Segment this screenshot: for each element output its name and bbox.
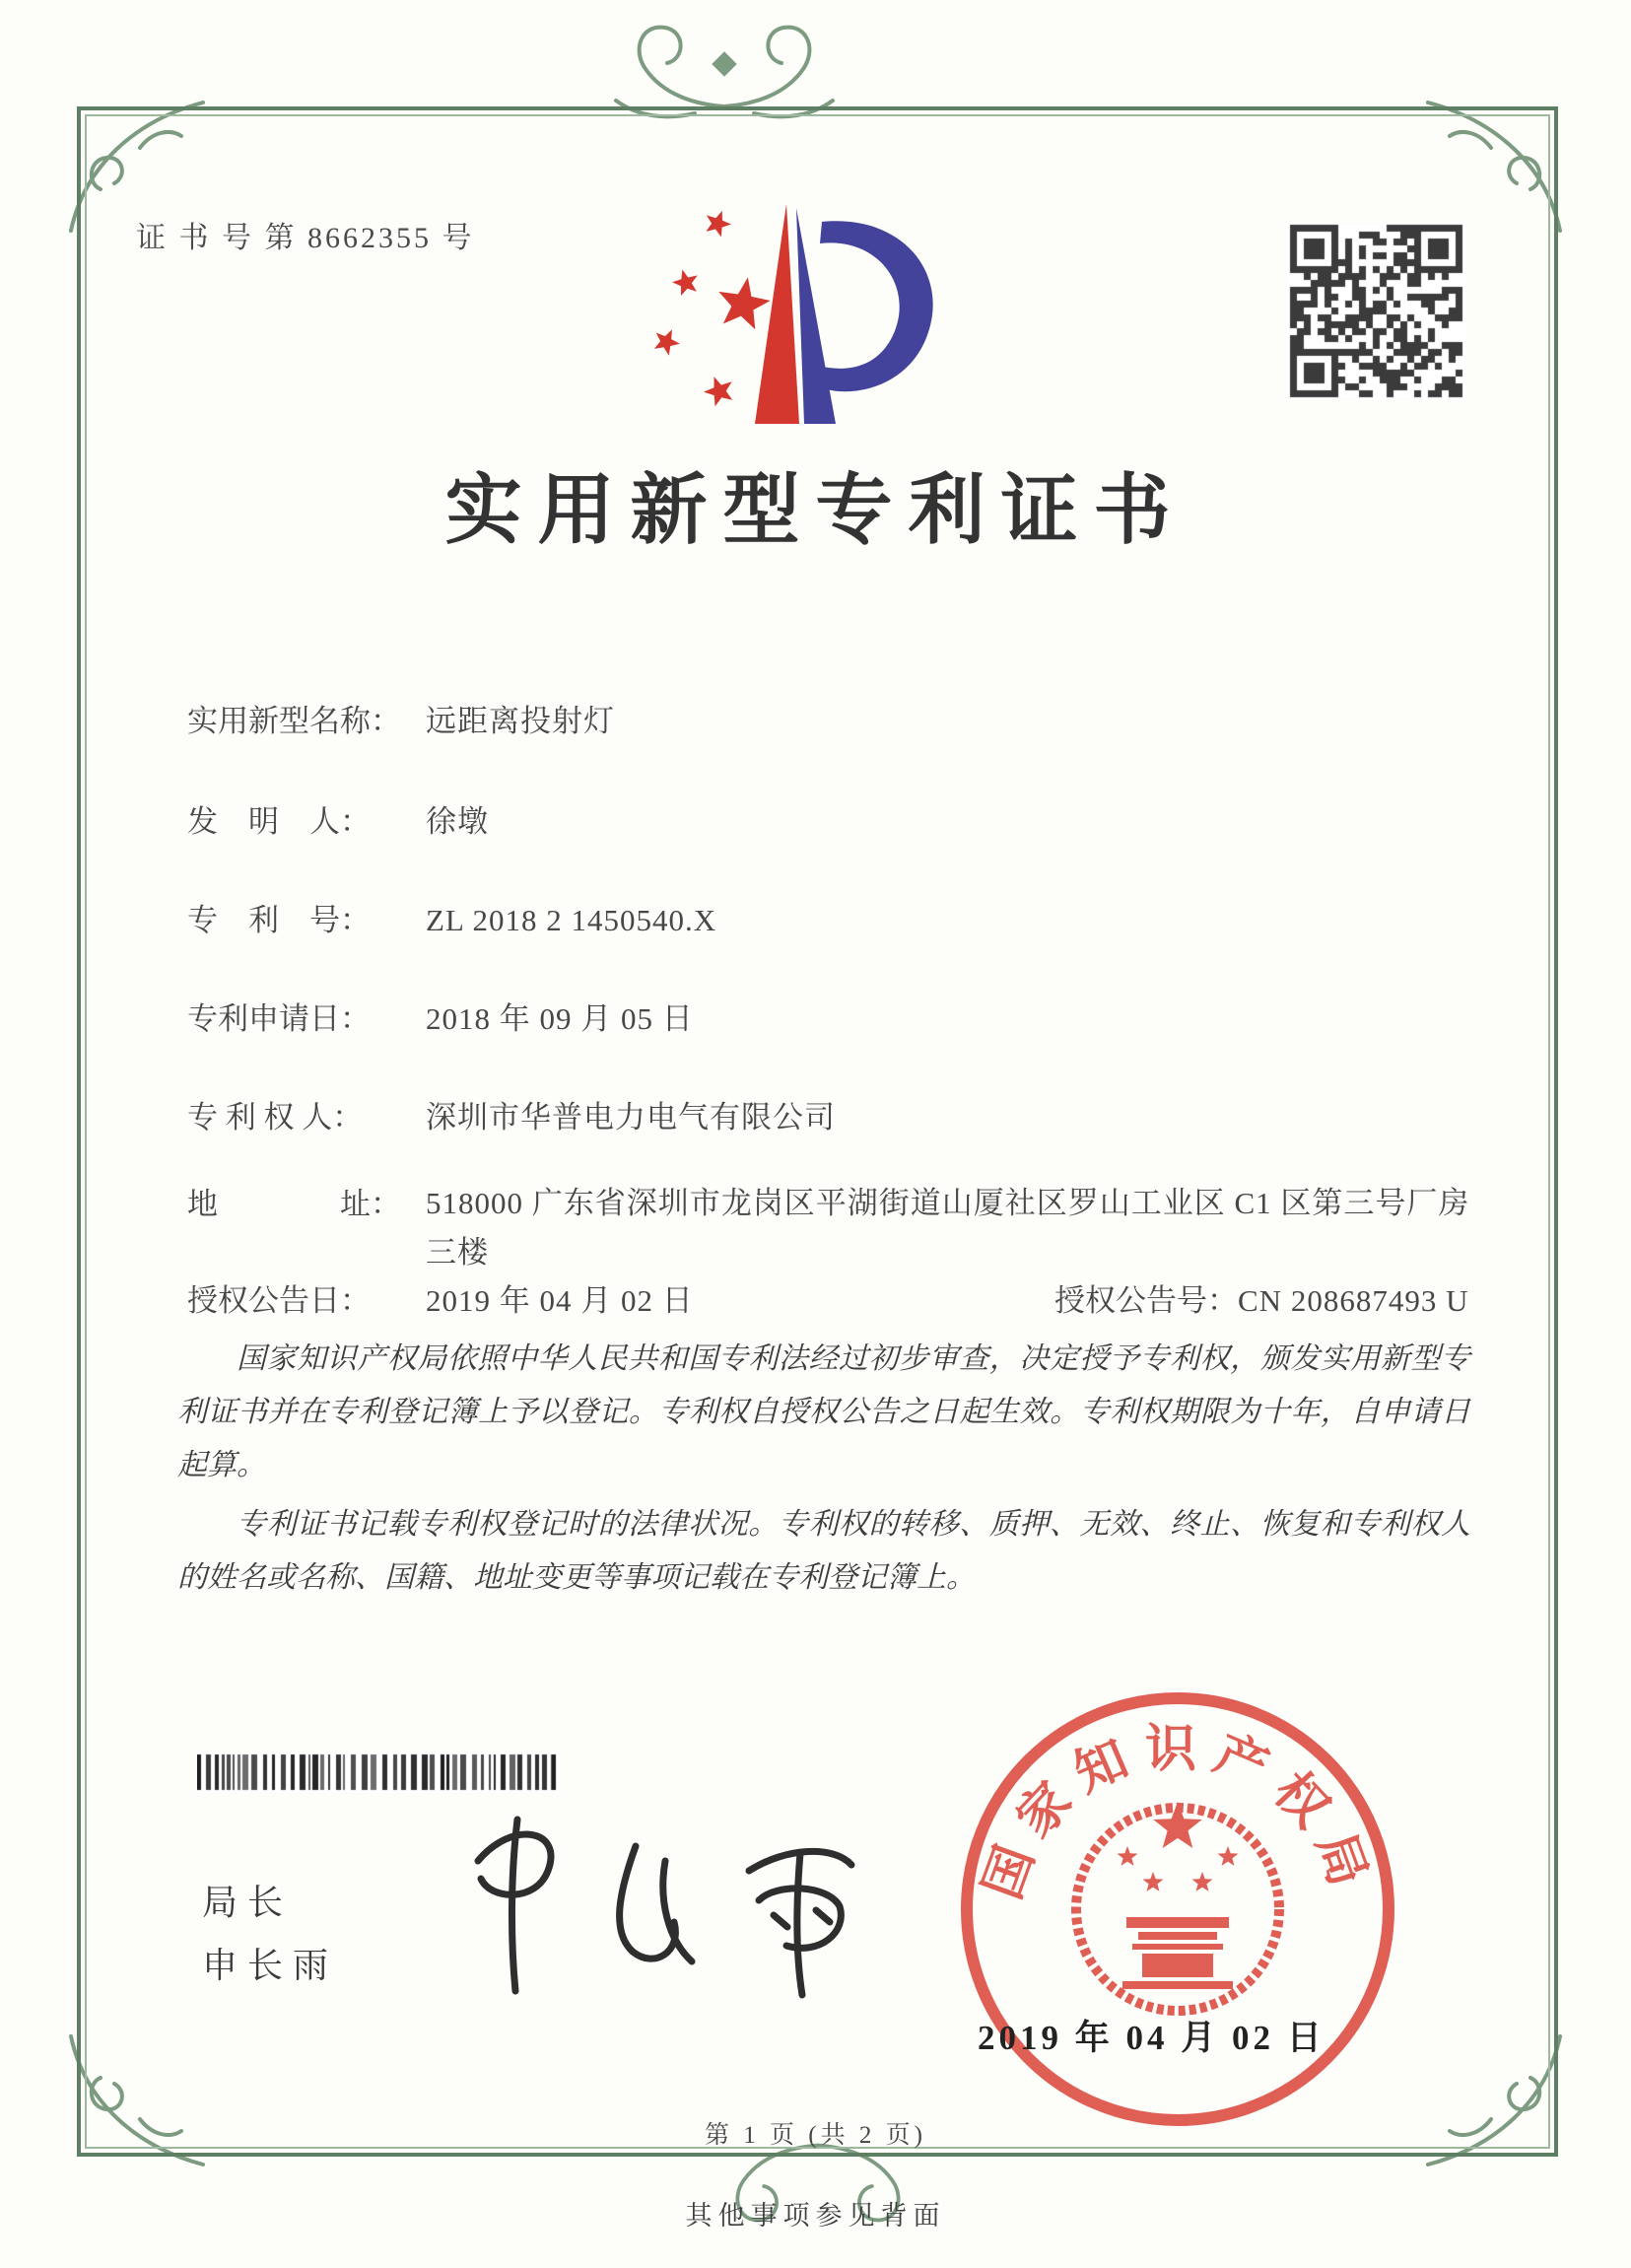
field-label: 授权公告号： <box>1054 1283 1238 1318</box>
field-value: CN 208687493 U <box>1238 1283 1469 1318</box>
legal-paragraph: 专利证书记载专利权登记时的法律状况。专利权的转移、质押、无效、终止、恢复和专利权人的姓名或名称、国籍、地址变更等事项记载在专利登记簿上。 <box>177 1508 1470 1594</box>
logo-stars-icon <box>649 206 774 408</box>
field-value: 2018 年 09 月 05 日 <box>426 1001 694 1036</box>
certificate-number: 证 书 号 第 8662355 号 <box>136 222 475 254</box>
field-value: 518000 广东省深圳市龙岗区平湖街道山厦社区罗山工业区 C1 区第三号厂房三楼 <box>426 1186 1470 1271</box>
field-value: ZL 2018 2 1450540.X <box>426 903 717 937</box>
seal-arc-text: 国家知识产权局 <box>975 1722 1381 1907</box>
field-row-grant <box>187 1275 1469 1320</box>
field-row-filing-date <box>187 994 694 1038</box>
field-value: 徐墩 <box>426 804 489 839</box>
officer-name: 申长雨 <box>202 1946 339 1985</box>
field-label: 实用新型名称： <box>187 704 401 738</box>
field-label: 专 利 号： <box>187 903 371 937</box>
qr-code <box>1288 223 1465 400</box>
field-row-name <box>187 696 615 740</box>
field-label: 授权公告日： <box>187 1283 371 1318</box>
certificate-title: 实用新型专利证书 <box>444 467 1187 553</box>
national-emblem-icon <box>1076 1802 1279 2011</box>
seal-date: 2019 年 04 月 02 日 <box>978 2019 1325 2057</box>
logo-red-wedge <box>755 204 799 424</box>
page-number: 第 1 页 (共 2 页) <box>705 2122 926 2149</box>
barcode <box>197 1753 560 1792</box>
field-label: 发 明 人： <box>187 804 371 839</box>
field-row-address <box>187 1179 1470 1277</box>
director-signature-icon <box>424 1802 887 2014</box>
field-value: 2019 年 04 月 02 日 <box>426 1283 694 1318</box>
back-side-note: 其他事项参见背面 <box>685 2201 946 2231</box>
cnipa-red-seal <box>946 1678 1409 2141</box>
field-row-inventor <box>187 796 489 841</box>
field-row-patent-no <box>187 895 716 939</box>
cnipa-logo-icon <box>639 182 944 444</box>
field-row-patentee <box>187 1092 836 1136</box>
field-label: 专利申请日： <box>187 1001 371 1036</box>
legal-text-block <box>177 1333 1470 1611</box>
officer-title: 局长 <box>202 1883 294 1922</box>
field-value: 远距离投射灯 <box>426 704 615 738</box>
field-label: 地 址： <box>187 1187 401 1221</box>
field-label: 专 利 权 人： <box>187 1100 364 1134</box>
logo-p-bowl <box>818 221 933 391</box>
legal-paragraph: 国家知识产权局依照中华人民共和国专利法经过初步审查，决定授予专利权，颁发实用新型专利证书并在专利登记簿上予以登记。专利权自授权公告之日起生效。专利权期限为十年，自申请日起算。 <box>177 1342 1470 1481</box>
field-value: 深圳市华普电力电气有限公司 <box>426 1100 836 1134</box>
